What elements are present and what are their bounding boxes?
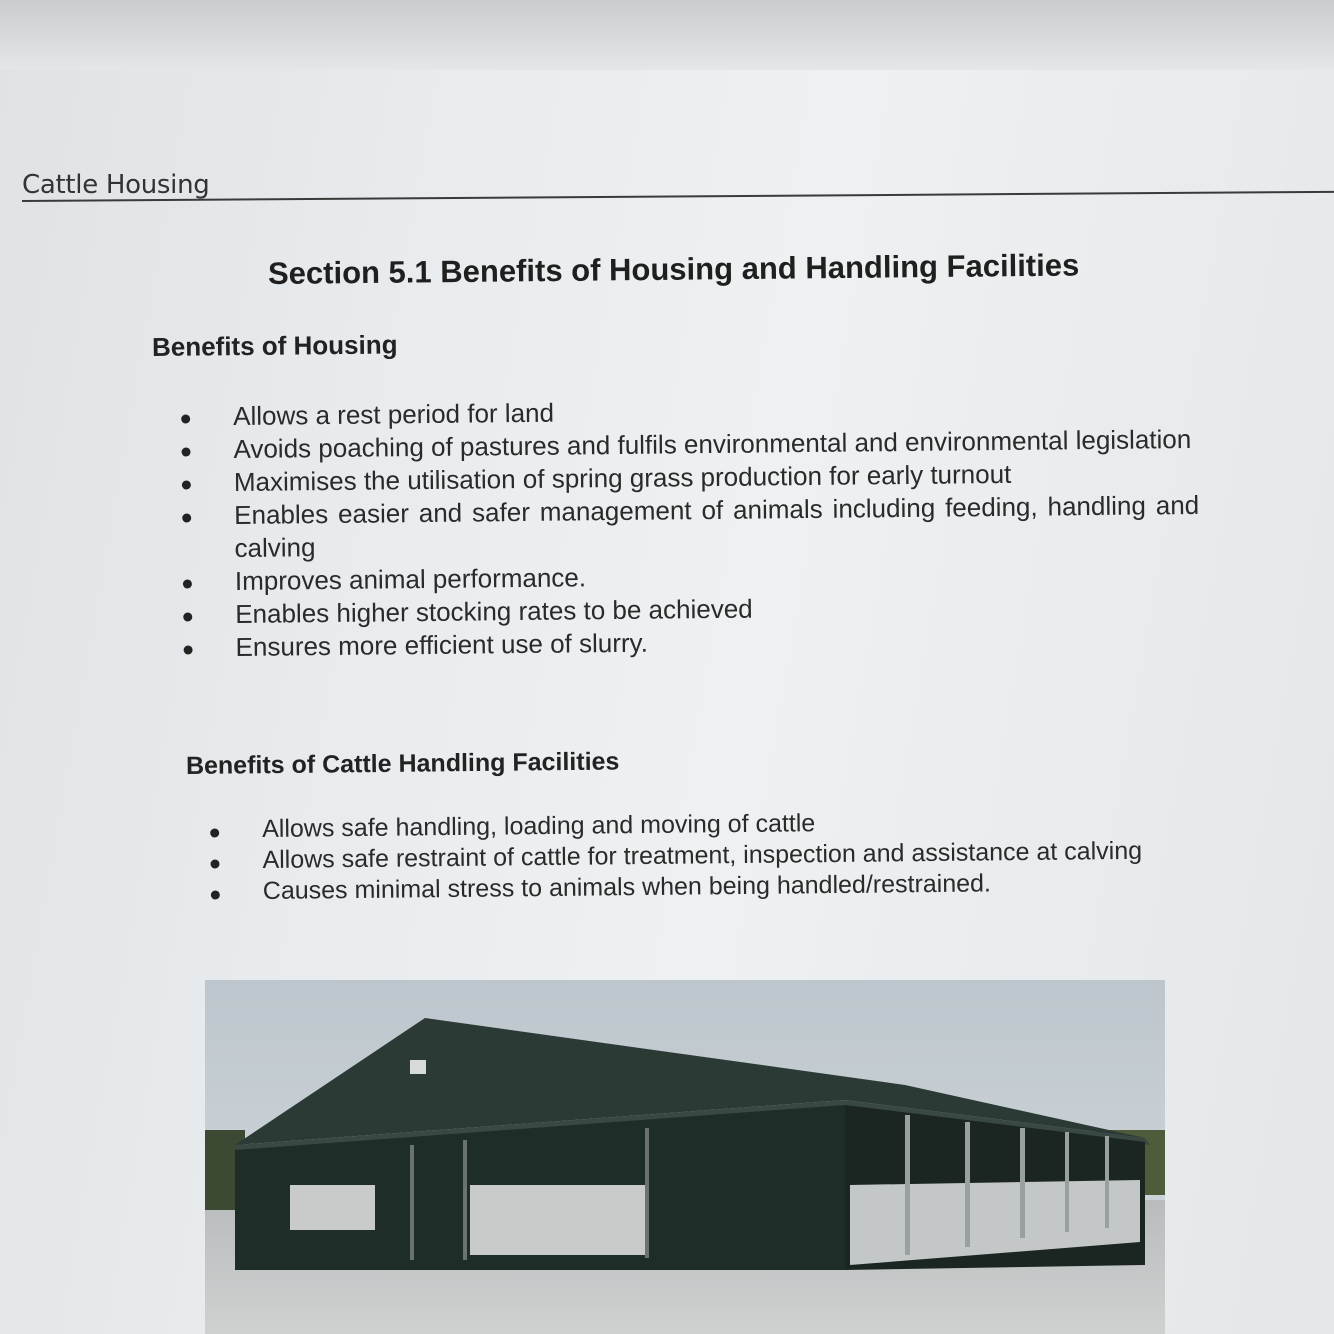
housing-heading: Benefits of Housing — [151, 329, 398, 362]
list-item: Ensures more efficient use of slurry. — [235, 621, 1200, 664]
shed-illustration — [205, 980, 1165, 1334]
list-item: Enables higher stocking rates to be achieved — [235, 588, 1200, 631]
monitor-bezel — [0, 0, 1334, 70]
bullet-icon — [210, 828, 219, 837]
list-item: Allows safe handling, loading and moving of cattle — [262, 804, 1174, 845]
housing-benefits-list — [233, 390, 1201, 664]
handling-benefits-list — [262, 804, 1175, 907]
list-item: Avoids poaching of pastures and fulfils environmental and environmental legislation — [233, 423, 1198, 466]
list-item: Causes minimal stress to animals when being handled/restrained. — [263, 866, 1175, 907]
list-item: Allows safe restraint of cattle for treatment, inspection and assistance at calving — [262, 835, 1174, 876]
list-item: Improves animal performance. — [235, 555, 1200, 598]
bullet-icon — [210, 859, 219, 868]
bullet-icon — [184, 645, 193, 654]
bullet-icon — [182, 480, 191, 489]
bullet-icon — [183, 612, 192, 621]
bullet-icon — [183, 579, 192, 588]
bullet-icon — [211, 890, 220, 899]
bullet-icon — [182, 513, 191, 522]
bullet-icon — [181, 447, 190, 456]
list-item: Enables easier and safer management of animals including feeding, handling and calving — [234, 489, 1200, 565]
document-header-title: Cattle Housing — [22, 170, 210, 200]
handling-heading: Benefits of Cattle Handling Facilities — [185, 747, 620, 780]
bullet-icon — [181, 414, 190, 423]
section-title: Section 5.1 Benefits of Housing and Handling Facilities — [267, 247, 1080, 291]
cattle-shed-photo — [205, 980, 1165, 1334]
list-item: Maximises the utilisation of spring grass production for early turnout — [234, 456, 1199, 499]
list-item: Allows a rest period for land — [233, 390, 1198, 433]
